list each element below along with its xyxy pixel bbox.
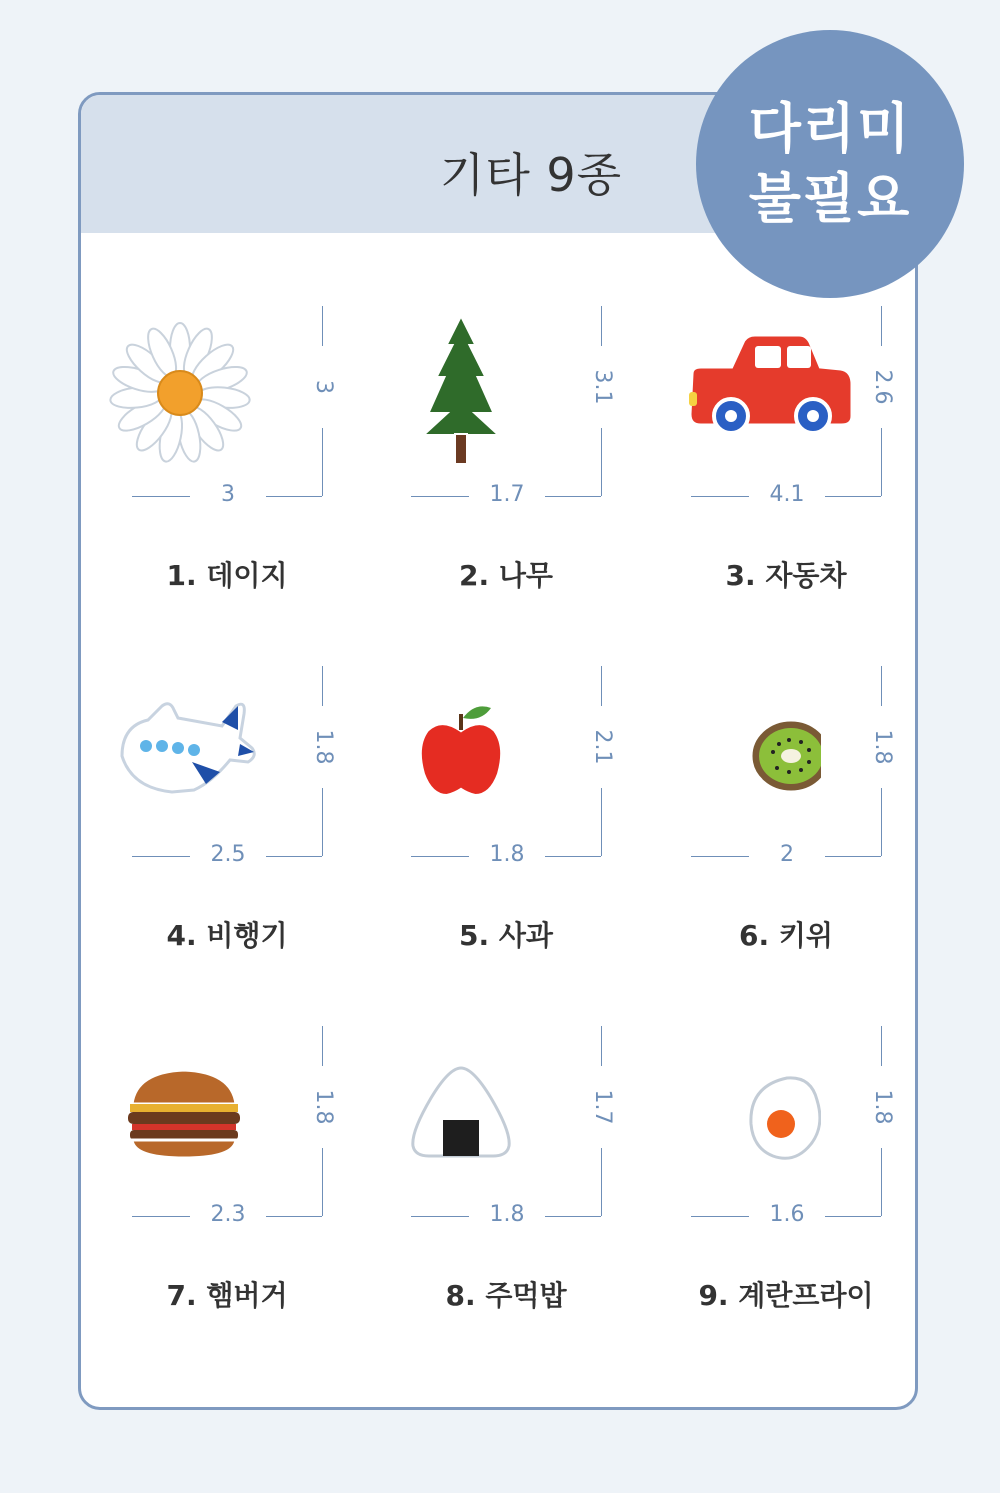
width-line-right — [545, 496, 601, 497]
no-iron-badge — [696, 30, 964, 298]
height-line-top — [601, 666, 602, 706]
height-line-bottom — [601, 1148, 602, 1216]
width-line-left — [132, 1216, 190, 1217]
airplane-icon — [102, 656, 262, 846]
height-value: 3.1 — [590, 369, 615, 405]
item-label: 9. 계란프라이 — [698, 1279, 874, 1312]
height-line-bottom — [601, 428, 602, 496]
width-line-right — [545, 1216, 601, 1217]
item-label: 3. 자동차 — [725, 559, 847, 592]
height-value: 1.8 — [870, 729, 895, 765]
width-line-right — [545, 856, 601, 857]
height-line-bottom — [601, 788, 602, 856]
width-line-left — [132, 856, 190, 857]
item-kiwi — [641, 656, 921, 1016]
width-line-right — [266, 856, 322, 857]
height-line-top — [601, 1026, 602, 1066]
height-line-top — [322, 666, 323, 706]
width-line-right — [266, 496, 322, 497]
apple-icon — [381, 656, 541, 846]
height-line-top — [322, 306, 323, 346]
height-value: 1.8 — [870, 1089, 895, 1125]
width-value: 3 — [221, 482, 235, 507]
item-apple — [361, 656, 641, 1016]
item-label: 6. 키위 — [739, 919, 833, 952]
item-car — [641, 296, 921, 656]
height-value: 2.6 — [870, 369, 895, 405]
badge-line-1: 다리미 — [748, 97, 912, 160]
item-label: 1. 데이지 — [166, 559, 288, 592]
height-value: 3 — [311, 380, 336, 394]
width-line-left — [691, 856, 749, 857]
rice-ball-icon — [381, 1016, 541, 1206]
item-label: 2. 나무 — [459, 559, 553, 592]
height-line-bottom — [322, 788, 323, 856]
height-line-bottom — [322, 428, 323, 496]
width-value: 2.3 — [210, 1202, 246, 1227]
height-line-top — [322, 1026, 323, 1066]
item-airplane — [82, 656, 362, 1016]
item-rice-ball — [361, 1016, 641, 1376]
width-line-left — [691, 1216, 749, 1217]
width-value: 4.1 — [769, 482, 805, 507]
height-line-top — [881, 1026, 882, 1066]
width-value: 1.6 — [769, 1202, 805, 1227]
item-label: 7. 햄버거 — [166, 1279, 288, 1312]
item-label: 4. 비행기 — [166, 919, 288, 952]
width-value: 2 — [780, 842, 794, 867]
item-label: 5. 사과 — [459, 919, 553, 952]
badge-line-2: 불필요 — [748, 167, 912, 230]
height-line-top — [601, 306, 602, 346]
tree-icon — [381, 296, 541, 486]
kiwi-icon — [661, 656, 821, 846]
width-line-right — [825, 1216, 881, 1217]
width-line-right — [825, 496, 881, 497]
item-label: 8. 주먹밥 — [445, 1279, 567, 1312]
item-hamburger — [82, 1016, 362, 1376]
width-value: 1.7 — [489, 482, 525, 507]
height-line-bottom — [881, 788, 882, 856]
hamburger-icon — [102, 1016, 262, 1206]
car-icon — [681, 296, 861, 486]
height-line-bottom — [322, 1148, 323, 1216]
page-title: 기타 9종 — [439, 148, 623, 202]
height-line-top — [881, 306, 882, 346]
width-value: 1.8 — [489, 1202, 525, 1227]
height-value: 1.8 — [311, 1089, 336, 1125]
height-line-top — [881, 666, 882, 706]
item-daisy — [82, 296, 362, 656]
height-line-bottom — [881, 428, 882, 496]
width-line-left — [411, 1216, 469, 1217]
width-line-right — [825, 856, 881, 857]
height-value: 1.8 — [311, 729, 336, 765]
height-value: 2.1 — [590, 729, 615, 765]
fried-egg-icon — [661, 1016, 821, 1206]
width-value: 2.5 — [210, 842, 246, 867]
item-tree — [361, 296, 641, 656]
item-fried-egg — [641, 1016, 921, 1376]
width-value: 1.8 — [489, 842, 525, 867]
height-value: 1.7 — [590, 1089, 615, 1125]
width-line-left — [132, 496, 190, 497]
width-line-right — [266, 1216, 322, 1217]
daisy-icon — [102, 296, 262, 486]
width-line-left — [411, 496, 469, 497]
width-line-left — [411, 856, 469, 857]
width-line-left — [691, 496, 749, 497]
height-line-bottom — [881, 1148, 882, 1216]
